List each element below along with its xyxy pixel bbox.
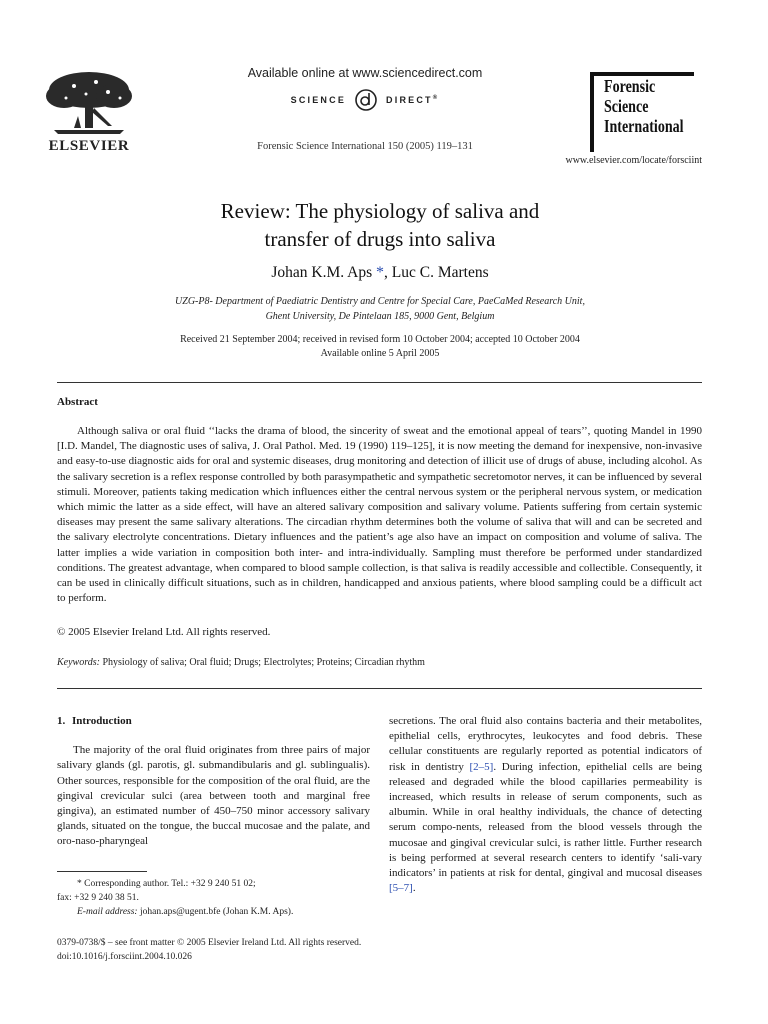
article-dates <box>100 333 660 361</box>
dates-line-2: Available online 5 April 2005 <box>320 348 440 359</box>
email-link[interactable]: johan.aps@ugent.bfe (Johan K.M. Aps). <box>137 907 294 917</box>
abstract-heading: Abstract <box>57 396 98 408</box>
footnote-email: E-mail address: johan.aps@ugent.bfe (Johan K.M. Aps). <box>77 907 294 917</box>
registered-mark: ® <box>432 95 440 101</box>
publication-info <box>57 936 507 964</box>
section-number: 1. <box>57 715 66 727</box>
title-line-1: Review: The physiology of saliva and <box>220 199 540 223</box>
affiliation <box>100 294 660 324</box>
citation-link-2-5[interactable]: [2–5] <box>469 760 494 773</box>
journal-logo-line-2: Science <box>604 96 649 116</box>
intro-paragraph-left: The majority of the oral fluid originates from three pairs of major salivary glands (gl. parotis, gl. submandibularis and gl. sublingualis). Other sources, responsible for the composition of the oral fluid, are the gingival crevicular sulci (area between tooth and marginal free gingiva), an estimated number of 450–750 minor accessory salivary glands, situated on the tongue, the buccal mucosae and the palate, and oro-naso-pharyngeal <box>57 744 370 848</box>
author-list <box>100 264 660 282</box>
issn-line: 0379-0738/$ – see front matter © 2005 Elsevier Ireland Ltd. All rights reserved. <box>57 938 362 948</box>
article-title <box>100 197 660 253</box>
section-title: Introduction <box>72 715 132 727</box>
citation-link-5-7[interactable]: [5–7] <box>389 882 413 895</box>
footnote-corresponding: * Corresponding author. Tel.: +32 9 240 51 02; <box>77 879 256 889</box>
author-2: , Luc C. Martens <box>384 264 489 281</box>
abstract-text: Although saliva or oral fluid ‘‘lacks the drama of blood, the sincerity of sweat and the emotional appeal of tears’’, quoting Mandel in 1990 [I.D. Mandel, The diagnostic uses of saliva, J. Oral Pathol. Med. 19 (1990) 119–125], it is now meeting the demand for inexpensive, non-invasive and easy-to-use diagnostic aids for oral and systemic diseases, drug monitoring and detection of illicit use of drugs of abuse, including alcohol. As the salivary secretion is a reflex response controlled by both parasympathetic and sympathetic secretomotor nerves, it can be influenced by several stimuli. Moreover, patients taking medication which influences either the central nervous system or the peripheral nervous system, or medication which mimic the latter as a side effect, will have an altered salivary composition and salivary volume. Patients suffering from certain systemic diseases may present the same salivary alterations. The circadian rhythm determines both the volume of saliva that will and can be secreted and the salivary electrolyte concentrations. Dietary influences and the patient’s age also have an impact on composition and volume of saliva. The latter implies a wide variation in composition both inter- and intra-individually. Sampling must therefore be performed under standardized conditions. The greatest advantage, when compared to blood sample collection, is that saliva is readily accessible and collectible. Consequently, it can be used in clinically difficult situations, such as in children, handicapped and anxious patients, where blood sampling could be a difficult act to perform. <box>57 425 702 605</box>
journal-logo <box>604 76 684 136</box>
right-column <box>389 714 702 896</box>
dates-line-1: Received 21 September 2004; received in revised form 10 October 2004; accepted 10 October 2004 <box>180 334 580 345</box>
footnote <box>57 877 370 919</box>
author-1: Johan K.M. Aps <box>271 264 373 281</box>
journal-citation: Forensic Science International 150 (2005) 119–131 <box>257 141 473 152</box>
affiliation-line-1: UZG-P8- Department of Paediatric Dentistry and Centre for Special Care, PaeCaMed Research Unit, <box>175 296 585 307</box>
divider-top <box>57 382 702 383</box>
corresponding-author-link[interactable]: * <box>376 264 385 281</box>
keywords-list: Physiology of saliva; Oral fluid; Drugs; Electrolytes; Proteins; Circadian rhythm <box>102 657 425 668</box>
sd-left-text: SCIENCE <box>290 95 347 105</box>
affiliation-line-2: Ghent University, De Pintelaan 185, 9000 Gent, Belgium <box>265 311 495 322</box>
intro-paragraph-right: secretions. The oral fluid also contains bacteria and their metabolites, epithelial cells, erythrocytes, leukocytes and food debris. These cellular constituents are regularly reported as potential indicators of risk in dentistry [2–5]. During infection, epithelial cells are being released and degraded while the blood capillaries permeability is increased, which results in release of serum components, such as albumin. While in oral healthy individuals, the chance of detecting serum compo-nents, released from the blood vessels through the mucosae and gingival crevicular sulci, is rather little. Further research is being performed at several research centers to identify ‘sali-vary indicators’ in patients at risk for dental, gingival and mucosal diseases [5–7]. <box>389 715 702 895</box>
doi-line[interactable]: doi:10.1016/j.forsciint.2004.10.026 <box>57 952 192 962</box>
journal-logo-line-3: International <box>604 116 684 136</box>
left-column <box>57 714 370 850</box>
sd-right-text: DIRECT® <box>386 95 440 105</box>
footnote-divider <box>57 871 147 872</box>
title-line-2: transfer of drugs into saliva <box>264 227 496 251</box>
journal-url-link[interactable]: www.elsevier.com/locate/forsciint <box>565 155 702 166</box>
journal-logo-line-1: Forensic <box>604 76 656 96</box>
section-heading <box>57 714 370 729</box>
available-online-text[interactable]: Available online at www.sciencedirect.com <box>247 66 483 80</box>
abstract-copyright: © 2005 Elsevier Ireland Ltd. All rights reserved. <box>57 626 271 638</box>
divider-bottom <box>57 688 702 689</box>
keywords <box>57 657 425 668</box>
sciencedirect-at-icon <box>354 88 378 112</box>
keywords-label: Keywords: <box>57 657 100 668</box>
publisher-name: ELSEVIER <box>48 138 130 154</box>
footnote-fax: fax: +32 9 240 38 51. <box>57 893 139 903</box>
sciencedirect-logo <box>200 88 530 112</box>
